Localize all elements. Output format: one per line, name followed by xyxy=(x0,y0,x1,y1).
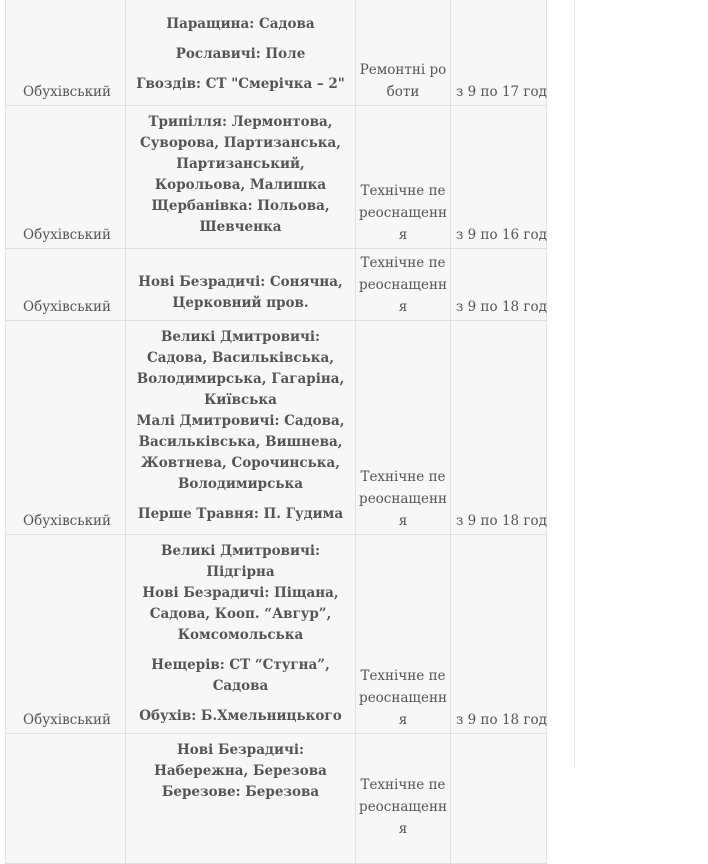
reason-cell: Технічне переоснащення xyxy=(356,535,451,734)
address-line: Обухів: Б.Хмельницького xyxy=(139,708,342,724)
address-line: Паращина: Садова xyxy=(166,16,315,32)
address-line: Трипілля: Лермонтова, Суворова, Партизанська, Партизанський, Корольова, Малишка xyxy=(140,114,341,193)
addresses-cell xyxy=(126,0,356,106)
addresses-cell xyxy=(126,249,356,321)
reason-text: Технічне переоснащення xyxy=(359,777,447,837)
address-line: Нові Безрадичі: Набережна, Березова xyxy=(154,742,327,779)
district-cell: Обухівський xyxy=(6,249,126,321)
addresses-cell xyxy=(126,535,356,734)
hours-cell: з 9 по 17 год xyxy=(451,0,547,106)
district-cell: Обухівський xyxy=(6,321,126,535)
address-line: Березове: Березова xyxy=(161,784,320,800)
district-cell: Обухівський xyxy=(6,535,126,734)
district-cell xyxy=(6,734,126,864)
address-line: Рославичі: Поле xyxy=(175,46,306,62)
addresses-cell xyxy=(126,734,356,864)
table-row xyxy=(6,106,547,249)
addresses-cell xyxy=(126,106,356,249)
table-row xyxy=(6,734,547,864)
addresses-cell xyxy=(126,321,356,535)
address-line: Великі Дмитровичі: Садова, Васильківська, Володимирська, Гагаріна, Київська xyxy=(136,329,345,408)
address-line: Перше Травня: П. Гудима xyxy=(137,506,344,522)
address-line: Щербанівка: Польова, Шевченка xyxy=(151,198,330,235)
address-line: Нові Безрадичі: Сонячна, Церковний пров. xyxy=(138,274,343,311)
address-line: Малі Дмитровичі: Садова, Васильківська, Вишнева, Жовтнева, Сорочинська, Володимирська xyxy=(136,413,345,492)
reason-cell xyxy=(356,734,451,864)
address-line: Нові Безрадичі: Піщана, Садова, Кооп. “Авгур”, Комсомольська xyxy=(142,585,339,643)
table-row xyxy=(6,0,547,106)
column-divider xyxy=(574,0,575,768)
hours-cell: з 9 по 18 год xyxy=(451,535,547,734)
table-row xyxy=(6,321,547,535)
outage-schedule-table xyxy=(5,0,547,864)
address-line: Великі Дмитровичі: Підгірна xyxy=(160,543,321,580)
district-cell: Обухівський xyxy=(6,106,126,249)
address-line: Гвоздів: СТ "Смерічка – 2" xyxy=(136,76,345,92)
reason-cell: Ремонтні роботи xyxy=(356,0,451,106)
address-line: Нещерів: СТ “Стугна”, Садова xyxy=(151,657,330,694)
district-cell: Обухівський xyxy=(6,0,126,106)
reason-cell: Технічне переоснащення xyxy=(356,249,451,321)
table-row xyxy=(6,535,547,734)
outage-table-wrapper xyxy=(5,0,546,864)
hours-cell: з 9 по 16 год xyxy=(451,106,547,249)
table-row xyxy=(6,249,547,321)
reason-cell: Технічне переоснащення xyxy=(356,321,451,535)
hours-cell: з 9 по 18 год xyxy=(451,321,547,535)
hours-cell: з 9 по 18 год xyxy=(451,249,547,321)
reason-cell: Технічне переоснащення xyxy=(356,106,451,249)
hours-cell xyxy=(451,734,547,864)
